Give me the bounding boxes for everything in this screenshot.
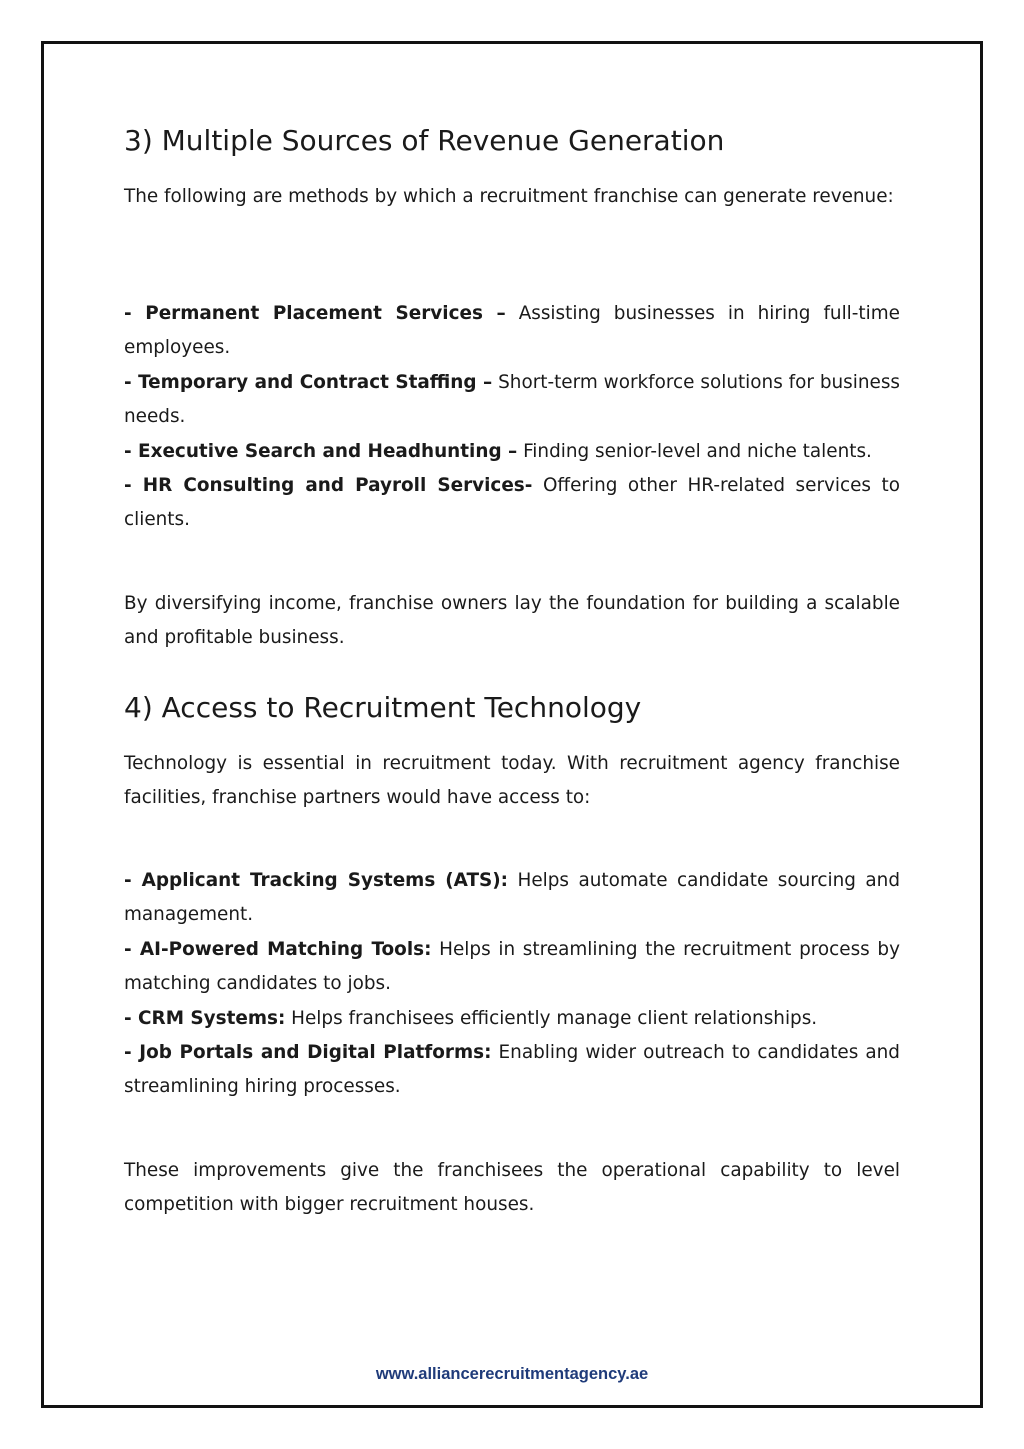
list-item — [124, 933, 900, 1002]
section-3-intro: The following are methods by which a recruitment franchise can generate revenue: — [124, 186, 894, 207]
list-item — [124, 297, 900, 366]
section-4-intro-block — [124, 747, 900, 816]
list-item — [124, 864, 900, 933]
item-text: Helps franchisees efficiently manage client relationships. — [285, 1007, 818, 1029]
section-3-intro-block — [124, 180, 900, 214]
item-label: - Applicant Tracking Systems (ATS): — [124, 870, 509, 891]
item-text: Finding senior-level and niche talents. — [517, 440, 872, 462]
list-item — [124, 1036, 900, 1105]
section-4-list — [124, 864, 900, 1105]
list-item — [124, 435, 900, 469]
item-label: - Executive Search and Headhunting – — [124, 440, 518, 462]
section-3-closing-block — [124, 587, 900, 656]
list-item — [124, 366, 900, 435]
item-label: - Temporary and Contract Staffing – — [124, 371, 493, 393]
item-label: - CRM Systems: — [124, 1007, 286, 1029]
item-text: Enabling wider outreach to candidates and streamlining hiring processes. — [124, 1042, 900, 1098]
section-3-closing: By diversifying income, franchise owners lay the foundation for building a scalable and profitable business. — [124, 593, 900, 649]
item-label: - HR Consulting and Payroll Services- — [124, 475, 533, 497]
footer-website-link[interactable]: www.alliancerecruitmentagency.ae — [375, 1365, 649, 1383]
section-3-heading: 3) Multiple Sources of Revenue Generation — [124, 124, 725, 157]
section-4-intro: Technology is essential in recruitment today. With recruitment agency franchise facilities, franchise partners would have access to: — [124, 753, 900, 809]
section-4-closing-block — [124, 1154, 900, 1223]
list-item — [124, 1002, 900, 1036]
item-text: Short-term workforce solutions for business needs. — [124, 371, 901, 428]
item-text: Offering other HR-related services to clients. — [124, 475, 901, 531]
item-text: Helps in streamlining the recruitment process by matching candidates to jobs. — [124, 938, 900, 995]
item-label: - Job Portals and Digital Platforms: — [124, 1042, 492, 1064]
item-text: Assisting businesses in hiring full-time employees. — [124, 303, 900, 359]
item-label: - AI-Powered Matching Tools: — [124, 938, 432, 960]
section-3-list — [124, 297, 900, 538]
section-4-heading: 4) Access to Recruitment Technology — [124, 691, 642, 724]
item-text: Helps automate candidate sourcing and management. — [124, 870, 900, 926]
item-label: - Permanent Placement Services – — [124, 303, 506, 324]
list-item — [124, 469, 900, 538]
section-4-closing: These improvements give the franchisees the operational capability to level competition with bigger recruitment houses. — [124, 1160, 900, 1216]
